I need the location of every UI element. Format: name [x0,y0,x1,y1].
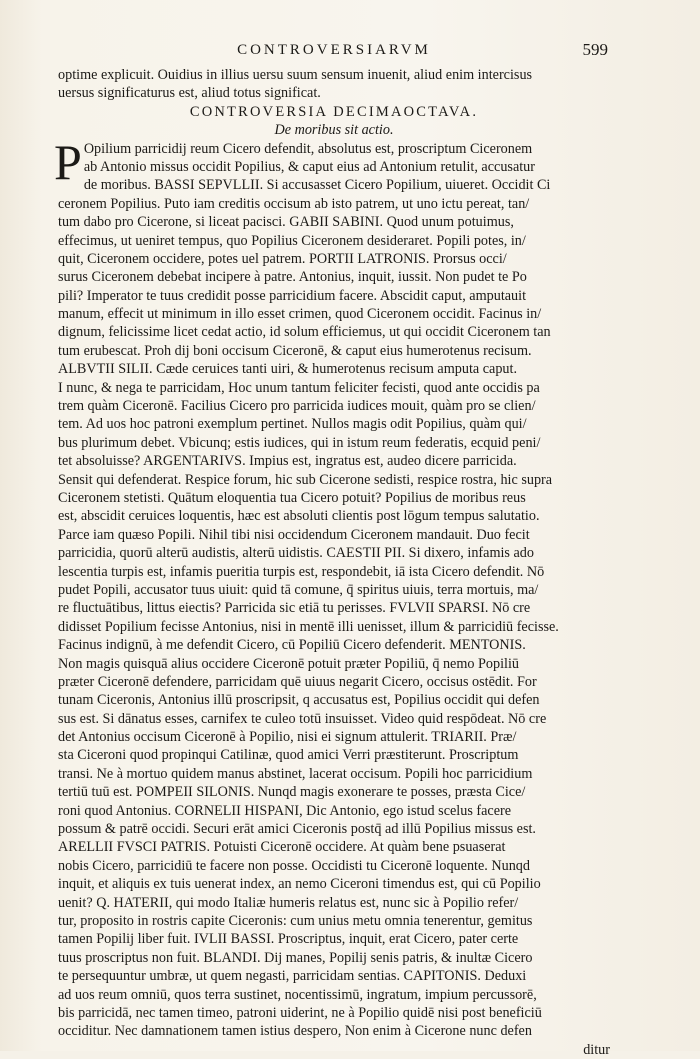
text-line: Ciceronem stetisti. Quātum eloquentia tua Cicero potuit? Popilius de moribus reus [58,489,526,506]
text-line: pili? Imperator te tuus credidit posse parricidium facere. Abscidit caput, amputauit [58,287,527,304]
text-line: uersus significaturus est, aliud totus significat. [58,85,321,102]
text-line: transi. Ne à mortuo quidem manus abstinet, lacerat occisum. Popili hoc parricidium [58,765,533,782]
text-line: det Antonius occisum Ciceronē à Popilio, nisi ei signum attulerit. TRIARII. Præ/ [58,729,517,746]
text-line: tet absoluisse? ARGENTARIVS. Impius est, ingratus est, audeo dicere parricida. [58,453,517,470]
text-line: Sensit qui defenderat. Respice forum, hic sub Cicerone sedisti, respice rostra, hic supra [58,471,553,488]
text-line: ARELLII FVSCI PATRIS. Potuisti Ciceronē occidere. At quàm bene psuaserat [58,839,506,856]
text-line: sus est. Si dānatus esses, carnifex te culeo totū insuisset. Video quid respōdeat. Nō cre [58,710,547,727]
text-line: quit, Ciceronem occidere, potes uel patrem. PORTII LATRONIS. Prorsus occi/ [58,250,507,267]
text-line: Facinus indignū, à me defendit Cicero, cū Popiliū Cicero defenderit. MENTONIS. [58,637,526,654]
text-line: tum dabo pro Cicerone, si liceat pacisci. GABII SABINI. Quod unum potuimus, [58,214,514,231]
text-line: parricidia, quorū alterū audistis, alterū uidistis. CAESTII PII. Si dixero, infamis ado [58,545,534,562]
text-line: Non magis quisquā alius occidere Ciceronē potuit præter Popiliū, q̄ nemo Popiliū [58,655,520,672]
text-line: uenit? Q. HATERII, qui modo Italiæ humeris relatus est, nunc sic à Popilio refer/ [58,894,519,911]
page-number: 599 [582,40,608,59]
text-line: optime explicuit. Ouidius in illius uersu suum sensum inuenit, aliud enim intercisus [58,67,533,83]
text-line: didisset Popilium fecisse Antonius, nisi in mentē illi uenisset, illum & parricidiū fecisse. [58,618,559,635]
section-subtitle: De moribus sit actio. [274,122,394,139]
text-line: effecimus, ut ueniret tempus, quo Popilius Ciceronem desideraret. Popili potes, in/ [58,232,526,249]
text-line: de moribus. BASSI SEPVLLII. Si accusasset Cicero Popilium, uiueret. Occidit Ci [83,177,551,194]
text-line: inquit, et aliquis ex tuis uenerat index, an nemo Ciceroni timendus est, qui cū Popilio [58,876,541,893]
text-line: lescentia turpis est, infamis pueritia turpis est, respondebit, iā ista Cicero defendit. Nō [58,563,545,580]
main-paragraph [58,176,610,1040]
text-line: ad uos reum omniū, quos terra sustinet, nocentissimū, ingratum, impium percussorē, [58,986,537,1003]
text-line: tur, proposito in rostris capite Ciceronis: cum unius metu omnia tenerentur, gemitus [58,912,533,929]
text-line: sta Ciceroni quod propinqui Catilinæ, quod amici Verri præstiterunt. Proscriptum [58,747,519,764]
text-line: ceronem Popilius. Puto iam creditis occisum ab isto patrem, ut uno ictu pereat, tan/ [58,195,530,212]
text-line: Opilium parricidij reum Cicero defendit, absolutus est, proscriptum Ciceronem [83,140,533,157]
text-line: tunam Ciceronis, Antonius illū proscripsit, q accusatus est, Popilius occidit qui defen [58,692,540,709]
text-line: surus Ciceronem debebat incipere à patre. Antonius, inquit, iussit. Non pudet te Po [58,269,527,286]
text-line: trem quàm Ciceronē. Facilius Cicero pro parricida iudices mouit, quàm pro se clien/ [58,398,536,415]
text-line: ALBVTII SILII. Cæde ceruices tanti uiri, & humerotenus recisum amputa caput. [58,361,517,378]
text-line: re fluctuātibus, littus eiectis? Parricida sic etiā tu perisses. FVLVII SPARSI. Nō cre [58,600,531,617]
running-head: CONTROVERSIARVM [237,42,431,58]
text-line: tamen Popilij liber fuit. IVLII BASSI. Proscriptus, inquit, erat Cicero, pater certe [58,931,519,948]
text-block [54,66,610,1059]
text-line: te persequuntur umbræ, ut quem negasti, parricidam sentias. CAPITONIS. Deduxi [58,968,527,985]
text-line: I nunc, & nega te parricidam, Hoc unum tantum feliciter fecisti, quod ante occidis pa [58,379,540,396]
dropcap-initial: P [54,133,82,190]
text-line: tertiū tuū est. POMPEII SILONIS. Nunqd magis exonerare te posses, præsta Cice/ [58,784,526,801]
text-line: bus plurimum debet. Vbicunq; estis iudices, qui in istum reum federatis, ecquid peni/ [58,434,541,451]
text-line: dignum, felicissime licet cedat actio, id solum efficiemus, ut qui occidit Ciceronem tan [58,324,551,341]
text-line: tuus proscriptus non fuit. BLANDI. Dij manes, Popilij senis patris, & inultæ Cicero [58,949,533,966]
section-title: CONTROVERSIA DECIMAOCTAVA. [189,103,479,120]
page-header [60,42,608,64]
text-line: tum erubescat. Proh dij boni occisum Ciceronē, & caput eius humerotenus recisum. [58,342,532,359]
text-line: pudet Popili, accusator tuus uiuit: quid tā comune, q̄ spiritus uiuis, terra mortuis, ma/ [58,581,539,598]
text-line: roni quod Antonius. CORNELII HISPANI, Dic Antonio, ego istud scelus facere [58,802,512,819]
text-line: occiditur. Nec damnationem tamen istius despero, Non enim à Cicerone nunc defen [58,1023,532,1040]
text-line: Parce iam quæso Popili. Nihil tibi nisi occidendum Ciceronem mandauit. Duo fecit [58,526,530,543]
catchword: ditur [583,1041,610,1058]
text-line: manum, effecit ut minimum in illo esset crimen, quod Ciceronem occidit. Facinus in/ [58,306,542,323]
text-line: possum & patrē occidi. Securi erāt amici Ciceronis postq̄ ad illū Popilius missus est. [58,821,536,838]
text-line: bis parricidā, nec tamen timeo, patroni uiderint, ne à Popilio quidē nisi post beneficiū [58,1004,542,1021]
text-line: præter Ciceronē defendere, parricidam quē uiuus negarit Cicero, occisus ostēdit. For [58,673,537,690]
text-line: nobis Cicero, parricidiū te facere non posse. Occidisti tu Ciceronē loquente. Nunqd [58,857,530,874]
text-line: est, abscidit ceruices loquentis, hæc est absoluti clientis post lōgum tempus salutatio. [58,508,540,525]
text-line: tem. Ad uos hoc patroni exemplum pertinet. Nullos magis odit Popilius, quàm qui/ [58,416,527,433]
text-line: ab Antonio missus occidit Popilius, & caput eius ad Antonium retulit, accusatur [83,158,535,175]
